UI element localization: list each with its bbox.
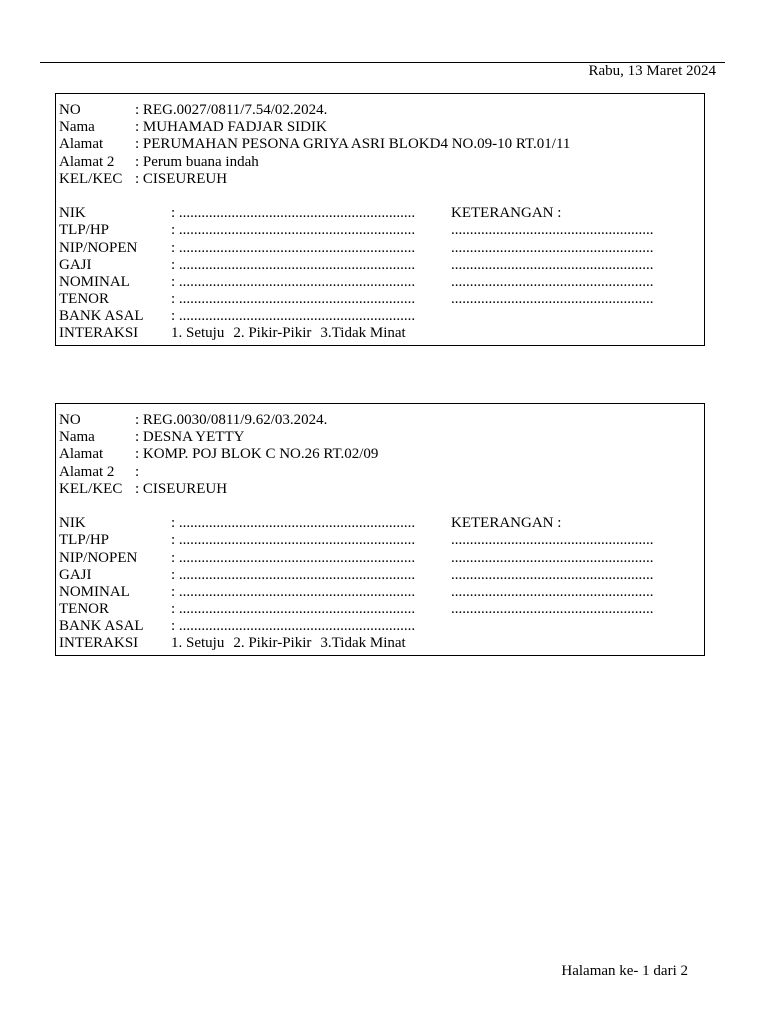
blank-nip: : ...............................................................: [171, 239, 416, 256]
label-alamat2: Alamat 2: [59, 153, 115, 170]
blank-tlp: : ...............................................................: [171, 532, 416, 549]
label-bank: BANK ASAL: [59, 618, 144, 635]
blank-gaji: : ...............................................................: [171, 256, 416, 273]
record-card: [55, 403, 705, 656]
label-tlp: TLP/HP: [59, 222, 110, 239]
row-tlp: [59, 222, 704, 239]
label-alamat2: Alamat 2: [59, 463, 115, 480]
label-alamat: Alamat: [59, 136, 104, 153]
option-pikir: 2. Pikir-Pikir: [233, 325, 312, 342]
value-nama: : DESNA YETTY: [135, 429, 245, 446]
label-nip: NIP/NOPEN: [59, 239, 138, 256]
blank-tenor: : ...............................................................: [171, 601, 416, 618]
option-pikir: 2. Pikir-Pikir: [233, 635, 312, 652]
row-tenor: [59, 601, 704, 618]
value-nama: : MUHAMAD FADJAR SIDIK: [135, 119, 327, 136]
spacer: [59, 188, 704, 205]
label-nip: NIP/NOPEN: [59, 549, 138, 566]
row-no: [59, 102, 704, 119]
blank-tlp: : ...............................................................: [171, 222, 416, 239]
keterangan-line: ......................................................: [451, 256, 654, 273]
option-setuju: 1. Setuju: [171, 635, 225, 652]
blank-bank: : ...............................................................: [171, 308, 416, 325]
keterangan-line: ......................................................: [451, 291, 654, 308]
keterangan-line: ......................................................: [451, 583, 654, 600]
value-kelkec: : CISEUREUH: [135, 480, 228, 497]
spacer: [59, 498, 704, 515]
row-nama: [59, 119, 704, 136]
label-alamat: Alamat: [59, 446, 104, 463]
blank-tenor: : ...............................................................: [171, 291, 416, 308]
row-tenor: [59, 291, 704, 308]
keterangan-line: ......................................................: [451, 273, 654, 290]
label-bank: BANK ASAL: [59, 308, 144, 325]
label-interaksi: INTERAKSI: [59, 635, 139, 652]
row-interaksi: [59, 635, 704, 652]
keterangan-line: ......................................................: [451, 532, 654, 549]
row-nip: [59, 550, 704, 567]
row-nip: [59, 240, 704, 257]
row-gaji: [59, 257, 704, 274]
value-kelkec: : CISEUREUH: [135, 170, 228, 187]
row-nominal: [59, 584, 704, 601]
keterangan-line: ......................................................: [451, 601, 654, 618]
value-alamat2: : Perum buana indah: [135, 153, 259, 170]
label-gaji: GAJI: [59, 566, 92, 583]
label-nama: Nama: [59, 119, 95, 136]
row-alamat2: [59, 154, 704, 171]
option-tidak: 3.Tidak Minat: [320, 325, 406, 342]
keterangan-label: KETERANGAN :: [451, 515, 562, 532]
label-no: NO: [59, 102, 81, 118]
value-alamat2: :: [135, 463, 140, 480]
row-bank: [59, 308, 704, 325]
label-gaji: GAJI: [59, 256, 92, 273]
value-alamat: : KOMP. POJ BLOK C NO.26 RT.02/09: [135, 446, 379, 463]
keterangan-line: ......................................................: [451, 222, 654, 239]
blank-nominal: : ...............................................................: [171, 273, 416, 290]
row-alamat: [59, 136, 704, 153]
page-number: Halaman ke- 1 dari 2: [561, 963, 688, 979]
interaksi-options: [171, 635, 415, 652]
keterangan-label: KETERANGAN :: [451, 205, 562, 222]
value-no: : REG.0030/0811/9.62/03.2024.: [135, 412, 328, 428]
row-nik: [59, 205, 704, 222]
blank-nik: : ...............................................................: [171, 205, 416, 222]
keterangan-line: ......................................................: [451, 566, 654, 583]
row-nominal: [59, 274, 704, 291]
label-nominal: NOMINAL: [59, 273, 130, 290]
row-nik: [59, 515, 704, 532]
label-nik: NIK: [59, 515, 86, 532]
option-setuju: 1. Setuju: [171, 325, 225, 342]
record-card: [55, 93, 705, 346]
keterangan-line: ......................................................: [451, 239, 654, 256]
blank-gaji: : ...............................................................: [171, 566, 416, 583]
row-interaksi: [59, 325, 704, 342]
print-date: Rabu, 13 Maret 2024: [588, 63, 716, 79]
row-nama: [59, 429, 704, 446]
label-tenor: TENOR: [59, 291, 109, 308]
label-interaksi: INTERAKSI: [59, 325, 139, 342]
interaksi-options: [171, 325, 415, 342]
label-tenor: TENOR: [59, 601, 109, 618]
label-nominal: NOMINAL: [59, 583, 130, 600]
value-no: : REG.0027/0811/7.54/02.2024.: [135, 102, 328, 118]
label-nik: NIK: [59, 205, 86, 222]
row-bank: [59, 618, 704, 635]
value-alamat: : PERUMAHAN PESONA GRIYA ASRI BLOKD4 NO.09-10 RT.01/11: [135, 136, 571, 153]
keterangan-line: ......................................................: [451, 549, 654, 566]
row-alamat2: [59, 464, 704, 481]
blank-nik: : ...............................................................: [171, 515, 416, 532]
blank-bank: : ...............................................................: [171, 618, 416, 635]
row-no: [59, 412, 704, 429]
blank-nominal: : ...............................................................: [171, 583, 416, 600]
blank-nip: : ...............................................................: [171, 549, 416, 566]
label-tlp: TLP/HP: [59, 532, 110, 549]
label-kelkec: KEL/KEC: [59, 170, 123, 187]
label-no: NO: [59, 412, 81, 428]
row-tlp: [59, 532, 704, 549]
label-kelkec: KEL/KEC: [59, 480, 123, 497]
row-gaji: [59, 567, 704, 584]
row-kelkec: [59, 171, 704, 188]
label-nama: Nama: [59, 429, 95, 446]
row-alamat: [59, 446, 704, 463]
option-tidak: 3.Tidak Minat: [320, 635, 406, 652]
row-kelkec: [59, 481, 704, 498]
